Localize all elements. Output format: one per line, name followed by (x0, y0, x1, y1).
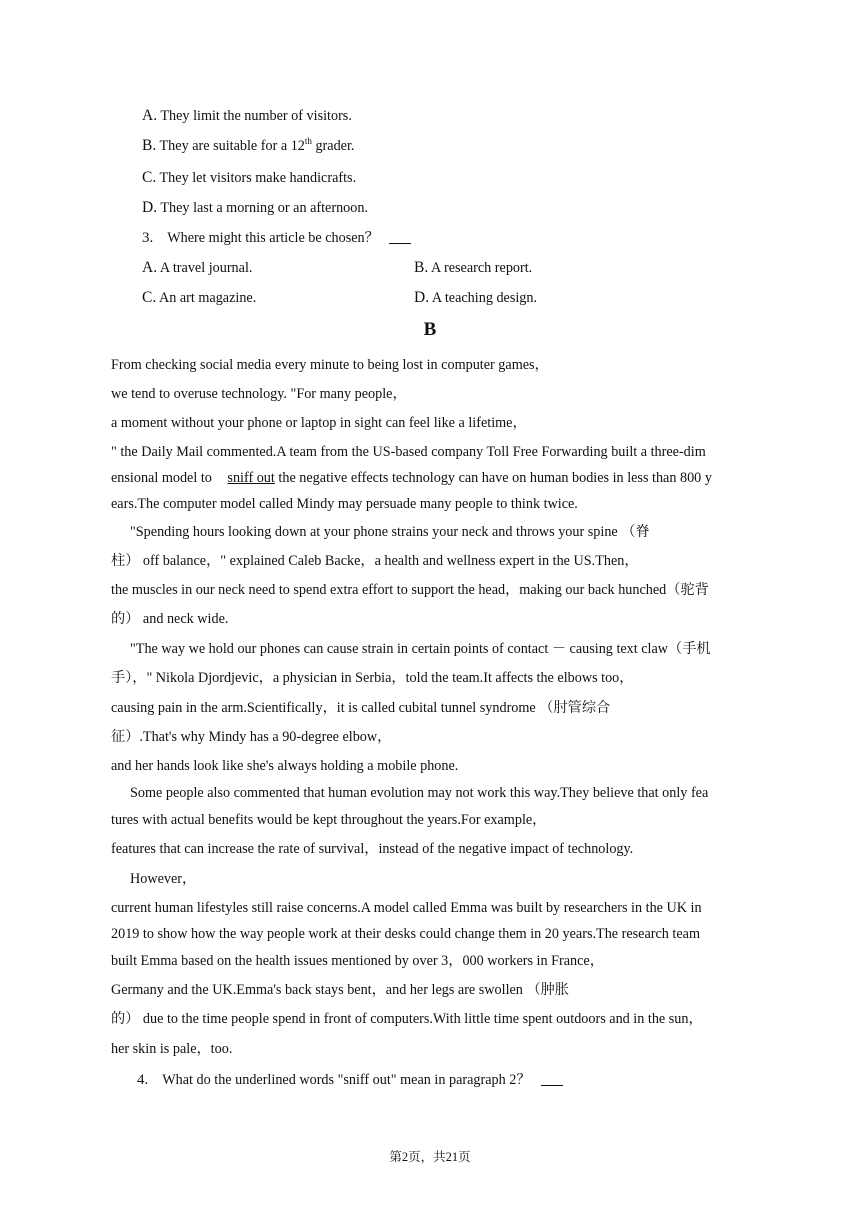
passage-line: we tend to overuse technology. "For many people， (111, 386, 407, 402)
passage-line: and her hands look like she's always holding a mobile phone. (111, 758, 459, 774)
q2-option-b: B. They are suitable for a 12th grader. (142, 136, 355, 154)
passage-line: From checking social media every minute to being lost in computer games， (111, 357, 549, 373)
q2-option-d: D. They last a morning or an afternoon. (142, 199, 368, 216)
passage-line: 的） and neck wide. (111, 611, 229, 627)
q4-stem: 4. What do the underlined words "sniff out" mean in paragraph 2？ (137, 1070, 563, 1090)
passage-line: ears.The computer model called Mindy may persuade many people to think twice. (111, 496, 578, 512)
passage-line: 征）.That's why Mindy has a 90-degree elbow， (111, 729, 392, 745)
passage-line: Germany and the UK.Emma's back stays bent，and her legs are swollen （肿胀 (111, 982, 570, 998)
passage-line: However， (130, 871, 197, 887)
passage-line: features that can increase the rate of survival，instead of the negative impact of technology. (111, 841, 634, 857)
passage-line: 的） due to the time people spend in front of computers.With little time spent outdoors and in the sun， (111, 1011, 703, 1027)
q2-option-a: A. They limit the number of visitors. (142, 107, 352, 124)
underlined-words: sniff out (227, 470, 275, 486)
passage-line: tures with actual benefits would be kept throughout the years.For example， (111, 812, 547, 828)
passage-line: a moment without your phone or laptop in sight can feel like a lifetime， (111, 415, 527, 431)
answer-blank[interactable] (389, 229, 411, 244)
q3-stem: 3. Where might this article be chosen？ (142, 228, 411, 248)
page-number: 第2页，共21页 (389, 1150, 471, 1164)
passage-line: the muscles in our neck need to spend extra effort to support the head，making our back hunched（驼背 (111, 582, 709, 598)
passage-line: "The way we hold our phones can cause strain in certain points of contact － causing text claw（手机 (130, 641, 711, 657)
passage-line: "Spending hours looking down at your phone strains your neck and throws your spine （脊 (130, 524, 650, 540)
passage-line: her skin is pale，too. (111, 1041, 233, 1057)
section-heading: B (423, 319, 437, 340)
passage-line: " the Daily Mail commented.A team from the US-based company Toll Free Forwarding built a three-dim (111, 444, 706, 460)
passage-line: 手），" Nikola Djordjevic，a physician in Serbia，told the team.It affects the elbows too， (111, 670, 634, 686)
passage-line: ensional model to sniff out the negative effects technology can have on human bodies in less than 800 y (111, 470, 712, 486)
passage-line: current human lifestyles still raise concerns.A model called Emma was built by researchers in the UK in (111, 900, 702, 916)
passage-line: 柱） off balance，" explained Caleb Backe，a health and wellness expert in the US.Then， (111, 553, 639, 569)
answer-blank[interactable] (541, 1071, 563, 1086)
q3-option-b: B. A research report. (414, 259, 533, 276)
passage-line: Some people also commented that human evolution may not work this way.They believe that only fea (130, 785, 709, 801)
passage-line: 2019 to show how the way people work at their desks could change them in 20 years.The research team (111, 926, 700, 942)
q3-option-d: D. A teaching design. (414, 289, 538, 306)
q3-option-c: C. An art magazine. (142, 289, 257, 306)
q2-option-c: C. They let visitors make handicrafts. (142, 169, 357, 186)
passage-line: built Emma based on the health issues mentioned by over 3，000 workers in France， (111, 953, 604, 969)
passage-line: causing pain in the arm.Scientifically，it is called cubital tunnel syndrome （肘管综合 (111, 700, 611, 716)
q3-option-a: A. A travel journal. (142, 259, 253, 276)
